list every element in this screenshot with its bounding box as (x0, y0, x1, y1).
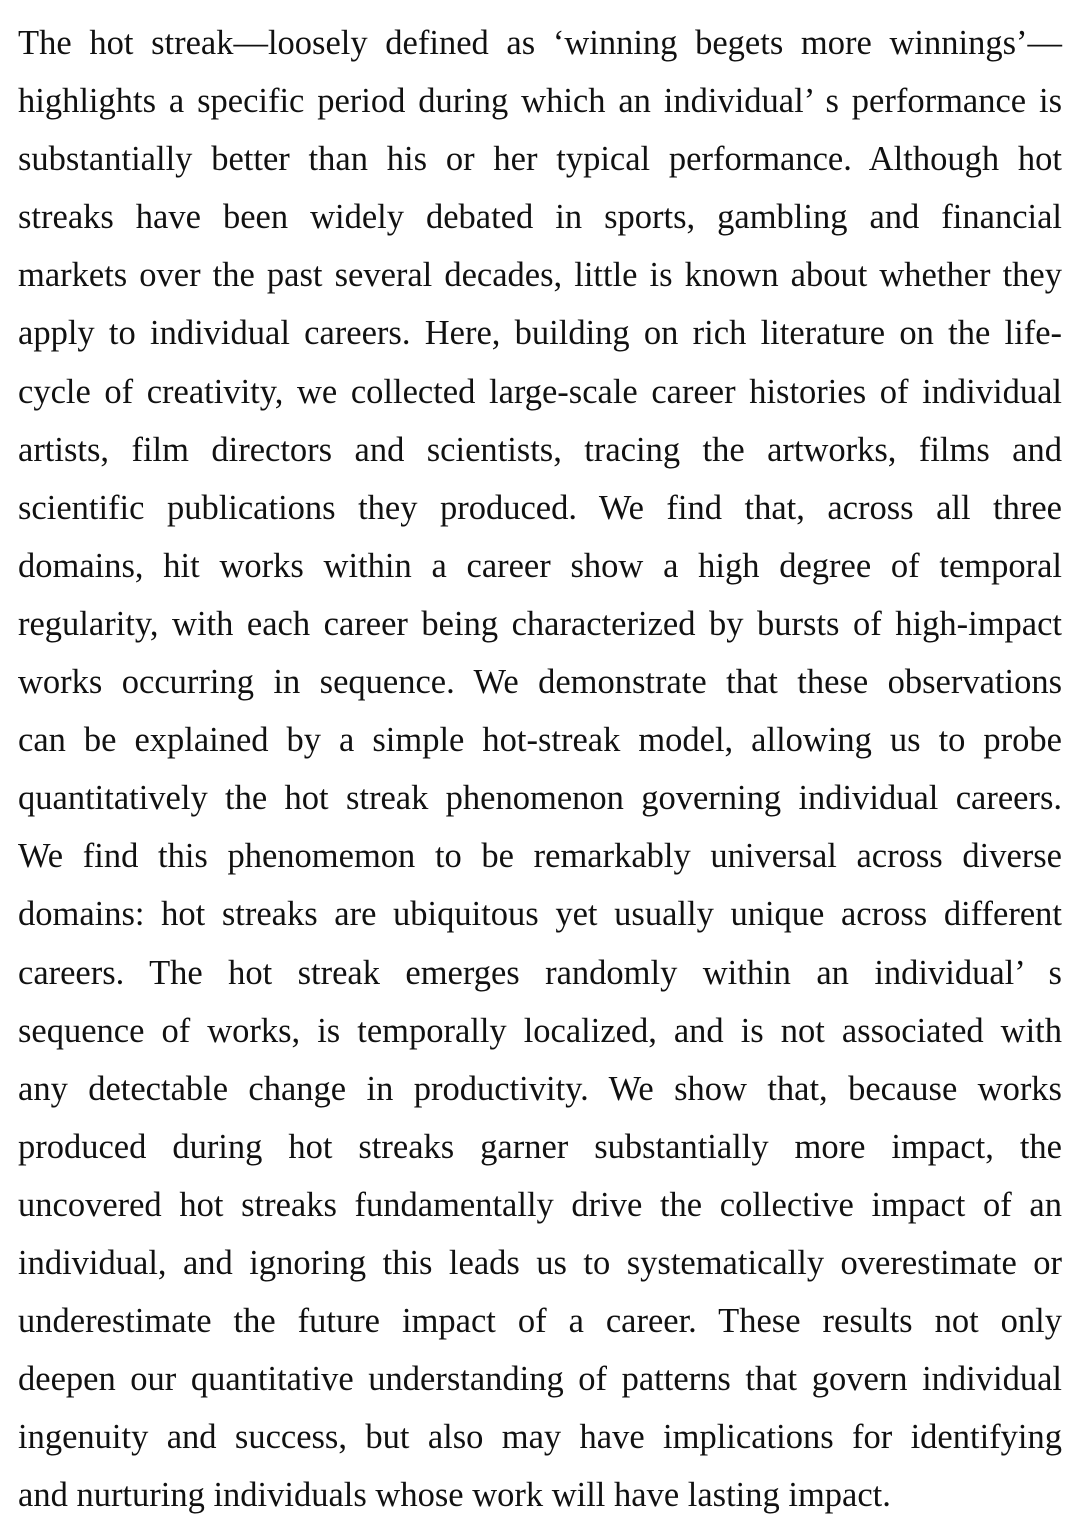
text-line: works occurring in sequence. We demonstrate that these observations (18, 663, 1062, 702)
text-line: scientific publications they produced. We find that, across all three (18, 488, 1062, 527)
text-line: substantially better than his or her typical performance. Although hot (18, 140, 1062, 179)
text-line-last: and nurturing individuals whose work will have lasting impact. (18, 1476, 891, 1515)
text-line: streaks have been widely debated in sports, gambling and financial (18, 198, 1062, 237)
text-line: produced during hot streaks garner substantially more impact, the (18, 1127, 1062, 1166)
text-line: individual, and ignoring this leads us to systematically overestimate or (18, 1243, 1062, 1282)
text-line: deepen our quantitative understanding of patterns that govern individual (18, 1360, 1062, 1399)
text-line: ingenuity and success, but also may have implications for identifying (18, 1418, 1062, 1457)
text-line: artists, film directors and scientists, tracing the artworks, films and (18, 430, 1062, 469)
text-line: sequence of works, is temporally localized, and is not associated with (18, 1011, 1062, 1050)
text-line: domains: hot streaks are ubiquitous yet usually unique across different (18, 895, 1062, 934)
text-line: apply to individual careers. Here, building on rich literature on the life- (18, 314, 1062, 353)
text-line: We find this phenomemon to be remarkably universal across diverse (18, 837, 1062, 876)
text-line: highlights a specific period during which an individual’ s performance is (18, 82, 1062, 121)
text-line: any detectable change in productivity. We show that, because works (18, 1069, 1062, 1108)
abstract-paragraph (18, 14, 1062, 1524)
text-line: uncovered hot streaks fundamentally drive the collective impact of an (18, 1185, 1062, 1224)
text-line: careers. The hot streak emerges randomly within an individual’ s (18, 953, 1062, 992)
text-line: underestimate the future impact of a career. These results not only (18, 1302, 1062, 1341)
text-line: domains, hit works within a career show a high degree of temporal (18, 546, 1062, 585)
text-line: can be explained by a simple hot-streak model, allowing us to probe (18, 721, 1062, 760)
text-line: markets over the past several decades, little is known about whether they (18, 256, 1062, 295)
text-line: regularity, with each career being characterized by bursts of high-impact (18, 604, 1062, 643)
text-line: cycle of creativity, we collected large-scale career histories of individual (18, 372, 1062, 411)
text-line: quantitatively the hot streak phenomenon governing individual careers. (18, 779, 1062, 818)
text-line: The hot streak—loosely defined as ‘winning begets more winnings’— (18, 24, 1062, 62)
